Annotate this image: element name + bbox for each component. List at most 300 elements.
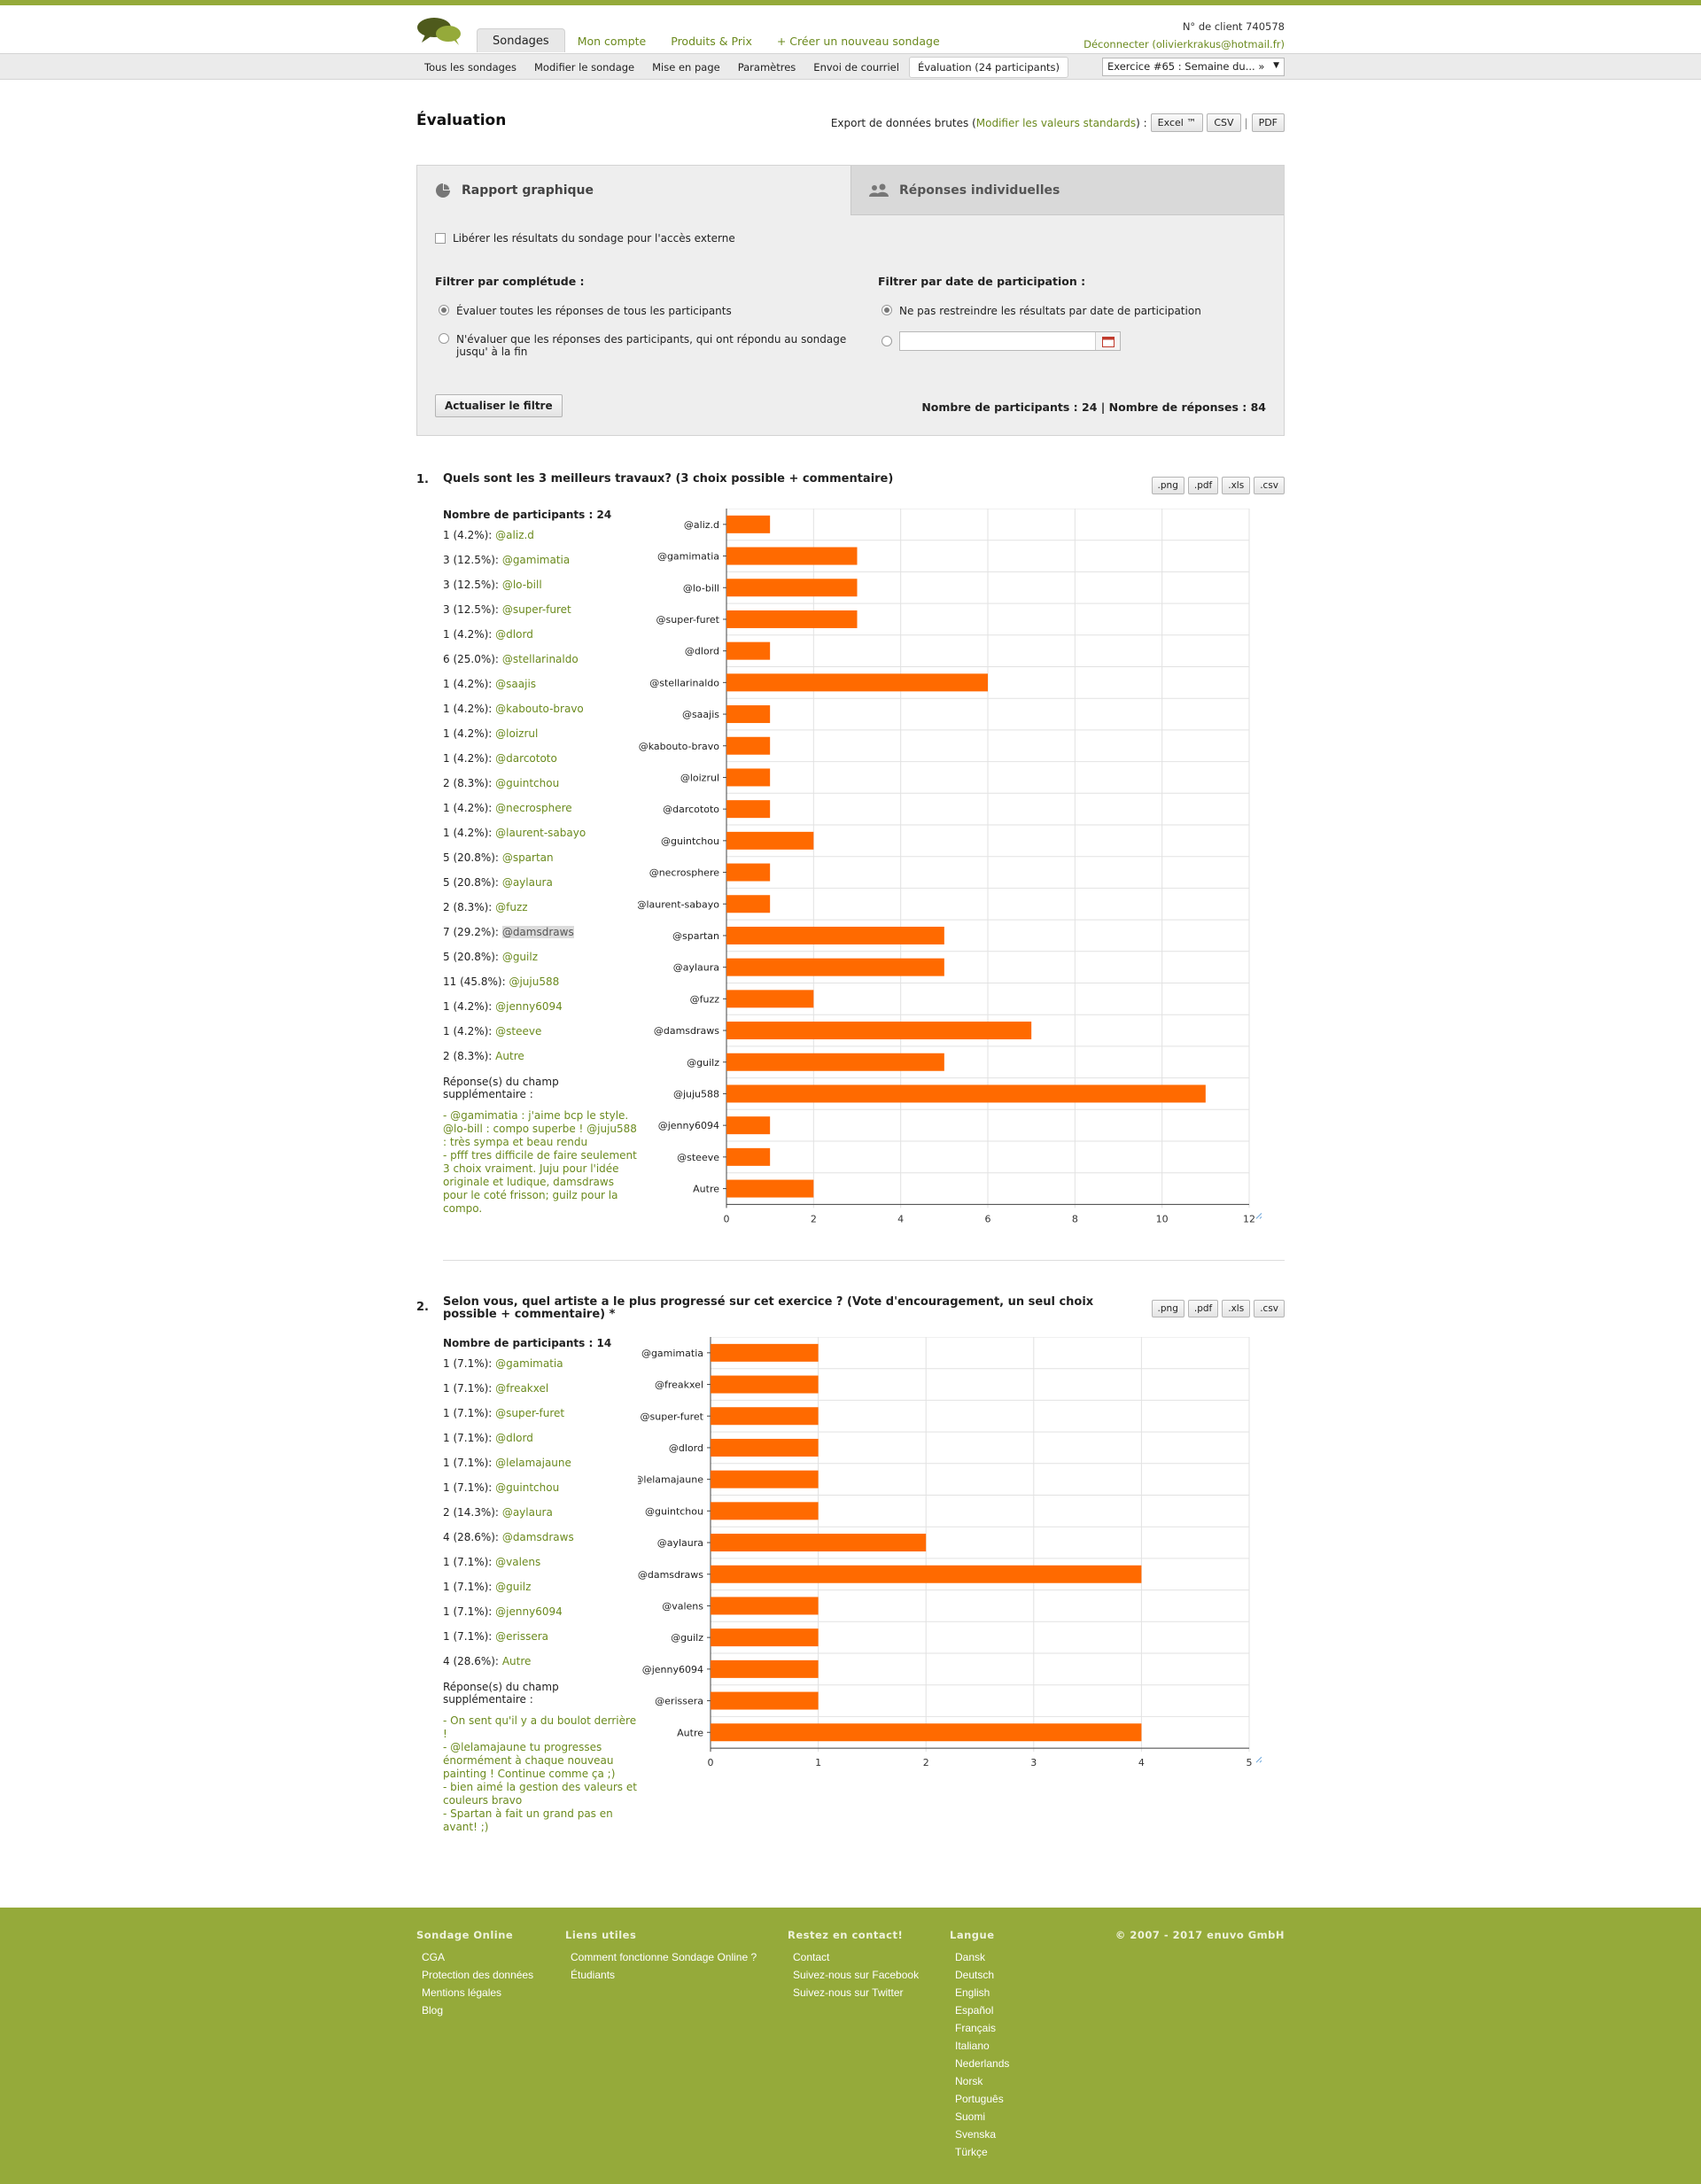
survey-select[interactable] xyxy=(1102,58,1285,76)
subnav-bar xyxy=(0,53,1701,80)
extra-response: - @lelamajaune tu progresses énormément à chaque nouveau painting ! Continue comme ça ;) xyxy=(443,1741,616,1780)
answer-count: 3 (12.5%): xyxy=(443,603,499,616)
footer-col-sondage xyxy=(416,1929,533,2019)
answer-count: 1 (4.2%): xyxy=(443,752,493,765)
answer-label[interactable]: @aylaura xyxy=(501,876,553,889)
bar[interactable] xyxy=(726,959,944,976)
chart-pdf-button[interactable]: .pdf xyxy=(1188,477,1218,494)
export-separator: | xyxy=(1244,116,1248,129)
answer-count: 1 (4.2%): xyxy=(443,1000,493,1013)
answer-row xyxy=(443,1049,638,1074)
date-range-radio[interactable] xyxy=(882,336,892,346)
answer-count: 4 (28.6%): xyxy=(443,1531,499,1543)
answer-row xyxy=(443,1629,638,1654)
x-tick-label: 12 xyxy=(1243,1213,1255,1225)
totals-summary: Nombre de participants : 24 | Nombre de réponses : 84 xyxy=(921,400,1266,414)
answer-label[interactable]: @damsdraws xyxy=(501,926,574,938)
x-tick-label: 0 xyxy=(707,1757,714,1769)
answer-row xyxy=(443,1605,638,1629)
answer-label[interactable]: Autre xyxy=(495,1050,524,1062)
category-label: @laurent-sabayo xyxy=(638,898,719,911)
answer-row xyxy=(443,925,638,950)
answer-label[interactable]: @damsdraws xyxy=(501,1531,574,1543)
answer-count: 1 (7.1%): xyxy=(443,1432,493,1444)
extra-response: - Spartan à fait un grand pas en avant! ;) xyxy=(443,1807,613,1833)
answer-row xyxy=(443,1654,638,1679)
answer-label[interactable]: @super-furet xyxy=(501,603,571,616)
answer-label[interactable]: @gamimatia xyxy=(495,1357,563,1370)
answer-row xyxy=(443,975,638,999)
chart-export-buttons xyxy=(1148,477,1285,494)
category-label: @valens xyxy=(662,1600,703,1613)
answer-count: 6 (25.0%): xyxy=(443,653,499,665)
category-label: @saajis xyxy=(681,709,719,721)
answer-label[interactable]: @guilz xyxy=(501,951,539,963)
release-results-row[interactable] xyxy=(435,232,735,245)
bar[interactable] xyxy=(726,990,813,1007)
bar[interactable] xyxy=(726,1053,944,1071)
question-text: Selon vous, quel artiste a le plus progressé sur cet exercice ? (Vote d'encouragement, un seul choix possible + commentaire) * xyxy=(443,1295,1094,1321)
bar[interactable] xyxy=(726,673,988,691)
answer-row xyxy=(443,801,638,826)
category-label: @freakxel xyxy=(654,1379,703,1391)
answer-label[interactable]: @loizrul xyxy=(495,727,539,740)
answer-count: 1 (4.2%): xyxy=(443,529,493,541)
answer-count: 1 (4.2%): xyxy=(443,827,493,839)
footer-link[interactable]: Contact xyxy=(793,1951,830,1963)
answer-row xyxy=(443,528,638,553)
release-results-checkbox[interactable] xyxy=(435,233,446,244)
nav-sondages[interactable]: Sondages xyxy=(477,28,565,52)
footer xyxy=(0,1908,1701,2184)
chart-export-buttons xyxy=(1148,1300,1285,1317)
question-number: 2. xyxy=(416,1301,429,1314)
bar[interactable] xyxy=(711,1407,819,1425)
footer-link[interactable]: Nederlands xyxy=(955,2057,1010,2070)
answer-count: 4 (28.6%): xyxy=(443,1655,499,1667)
report-tabs xyxy=(417,166,1284,215)
bar[interactable] xyxy=(726,579,858,596)
answer-row xyxy=(443,578,638,602)
page-title: Évaluation xyxy=(416,112,507,129)
date-none-radio[interactable] xyxy=(882,305,892,315)
apply-filter-button[interactable]: Actualiser le filtre xyxy=(435,394,563,417)
bar[interactable] xyxy=(726,737,770,755)
category-label: @darcototo xyxy=(663,804,719,816)
completeness-all-option[interactable] xyxy=(439,305,828,317)
footer-link[interactable]: Suivez-nous sur Twitter xyxy=(793,1986,904,1999)
answer-label[interactable]: @necrosphere xyxy=(495,802,572,814)
answer-count: 1 (4.2%): xyxy=(443,1025,493,1038)
answer-label[interactable]: @guintchou xyxy=(495,1481,560,1494)
category-label: @aylaura xyxy=(672,961,719,974)
date-none-option[interactable] xyxy=(882,305,1271,317)
answer-count: 1 (7.1%): xyxy=(443,1481,493,1494)
category-label: @steeve xyxy=(677,1151,719,1163)
answer-count: 3 (12.5%): xyxy=(443,579,499,591)
extra-response: - On sent qu'il y a du boulot derrière ! xyxy=(443,1714,637,1740)
answer-count: 1 (7.1%): xyxy=(443,1407,493,1419)
category-label: @stellarinaldo xyxy=(649,677,719,689)
footer-col-title: Restez en contact! xyxy=(788,1929,904,1941)
bar[interactable] xyxy=(726,800,770,818)
footer-link[interactable]: Italiano xyxy=(955,2040,990,2052)
footer-link[interactable]: Dansk xyxy=(955,1951,986,1963)
category-label: @gamimatia xyxy=(641,1347,703,1359)
export-excel-button[interactable]: Excel ™ xyxy=(1151,113,1204,132)
bar[interactable] xyxy=(726,864,770,882)
tab-graphic-report-label: Rapport graphique xyxy=(462,183,594,198)
category-label: @damsdraws xyxy=(653,1025,719,1038)
answer-row xyxy=(443,1481,638,1505)
bar[interactable] xyxy=(726,548,858,565)
resize-handle-icon[interactable] xyxy=(1256,1757,1262,1762)
answer-label[interactable]: @stellarinaldo xyxy=(501,653,579,665)
pie-chart-icon xyxy=(435,183,451,198)
answer-label[interactable]: @lelamajaune xyxy=(495,1457,571,1469)
footer-link[interactable]: Français xyxy=(955,2022,997,2034)
bar[interactable] xyxy=(726,642,770,660)
subnav-evaluation[interactable]: Évaluation (24 participants) xyxy=(909,57,1068,78)
category-label: @guilz xyxy=(671,1632,703,1644)
footer-link[interactable]: Comment fonctionne Sondage Online ? xyxy=(571,1951,757,1963)
category-label: @fuzz xyxy=(689,993,719,1006)
export-pdf-button[interactable]: PDF xyxy=(1252,113,1285,132)
answer-label[interactable]: @spartan xyxy=(501,851,554,864)
answer-list xyxy=(443,509,638,1216)
tab-individual-responses-label: Réponses individuelles xyxy=(899,183,1060,198)
answer-row xyxy=(443,652,638,677)
copyright: © 2007 - 2017 enuvo GmbH xyxy=(1115,1929,1285,1941)
date-filter-title: Filtrer par date de participation : xyxy=(878,275,1086,288)
answer-count: 2 (8.3%): xyxy=(443,1050,493,1062)
answer-count: 1 (4.2%): xyxy=(443,628,493,641)
bar[interactable] xyxy=(711,1344,819,1362)
category-label: @erissera xyxy=(655,1695,703,1707)
category-label: @loizrul xyxy=(680,772,719,784)
category-label: @aylaura xyxy=(656,1537,703,1550)
logo-icon[interactable] xyxy=(416,16,462,46)
footer-link[interactable]: Norsk xyxy=(955,2075,983,2087)
answer-count: 5 (20.8%): xyxy=(443,951,499,963)
answer-row xyxy=(443,1381,638,1406)
bar[interactable] xyxy=(726,1084,1206,1102)
bar[interactable] xyxy=(711,1723,1141,1741)
answer-row xyxy=(443,1580,638,1605)
answer-count: 1 (7.1%): xyxy=(443,1581,493,1593)
subnav-all-surveys[interactable]: Tous les sondages xyxy=(424,61,517,74)
category-label: @juju588 xyxy=(672,1088,719,1100)
bar[interactable] xyxy=(726,1148,770,1166)
chart-csv-button[interactable]: .csv xyxy=(1254,1300,1285,1317)
footer-link[interactable]: Svenska xyxy=(955,2128,997,2141)
question-1 xyxy=(416,473,1285,1253)
x-tick-label: 8 xyxy=(1071,1213,1078,1225)
release-results-label: Libérer les résultats du sondage pour l'accès externe xyxy=(453,232,735,245)
bar[interactable] xyxy=(711,1502,819,1519)
footer-col-title: Liens utiles xyxy=(565,1929,637,1941)
modify-defaults-link[interactable]: Modifier les valeurs standards xyxy=(975,116,1137,129)
answer-label[interactable]: @lo-bill xyxy=(501,579,542,591)
answer-row xyxy=(443,900,638,925)
x-tick-label: 2 xyxy=(922,1757,929,1769)
answer-count: 11 (45.8%): xyxy=(443,975,506,988)
bar[interactable] xyxy=(726,895,770,913)
footer-link[interactable]: Suomi xyxy=(955,2110,986,2123)
bar[interactable] xyxy=(711,1471,819,1488)
chart-xls-button[interactable]: .xls xyxy=(1222,477,1250,494)
question-text: Quels sont les 3 meilleurs travaux? (3 choix possible + commentaire) xyxy=(443,472,894,486)
answer-count: 1 (7.1%): xyxy=(443,1457,493,1469)
footer-link[interactable]: Deutsch xyxy=(955,1969,995,1981)
footer-link[interactable]: Español xyxy=(955,2004,994,2017)
answer-count: 1 (4.2%): xyxy=(443,678,493,690)
answer-count: 1 (7.1%): xyxy=(443,1382,493,1395)
answer-row xyxy=(443,553,638,578)
footer-col-useful-links xyxy=(565,1929,757,1984)
footer-link[interactable]: Blog xyxy=(422,2004,444,2017)
chart-xls-button[interactable]: .xls xyxy=(1222,1300,1250,1317)
bar[interactable] xyxy=(711,1376,819,1394)
x-tick-label: 4 xyxy=(1138,1757,1145,1769)
x-tick-label: 10 xyxy=(1155,1213,1169,1225)
nav-create-survey[interactable]: + Créer un nouveau sondage xyxy=(776,35,940,48)
footer-col-title: Langue xyxy=(950,1929,995,1941)
answer-count: 1 (7.1%): xyxy=(443,1357,493,1370)
footer-link[interactable]: English xyxy=(955,1986,990,1999)
answer-count: 5 (20.8%): xyxy=(443,876,499,889)
bar[interactable] xyxy=(711,1597,819,1614)
bar[interactable] xyxy=(726,705,770,723)
category-label: @aliz.d xyxy=(683,518,719,531)
answer-row xyxy=(443,851,638,875)
bar[interactable] xyxy=(726,768,770,786)
x-tick-label: 6 xyxy=(984,1213,991,1225)
category-label: @kabouto-bravo xyxy=(638,740,719,752)
nav-mon-compte[interactable]: Mon compte xyxy=(577,35,647,48)
footer-link[interactable]: CGA xyxy=(422,1951,446,1963)
answer-label[interactable]: @freakxel xyxy=(495,1382,549,1395)
answer-label[interactable]: @laurent-sabayo xyxy=(495,827,586,839)
answer-label[interactable]: @juju588 xyxy=(509,975,560,988)
answer-label[interactable]: @saajis xyxy=(495,678,537,690)
tab-individual-responses[interactable] xyxy=(850,166,1284,215)
main-nav xyxy=(477,28,952,52)
account-info xyxy=(1084,18,1285,53)
x-tick-label: 5 xyxy=(1246,1757,1253,1769)
answer-row xyxy=(443,1024,638,1049)
chart-csv-button[interactable]: .csv xyxy=(1254,477,1285,494)
answer-count: 1 (7.1%): xyxy=(443,1556,493,1568)
footer-col-language xyxy=(950,1929,1009,2161)
footer-link[interactable]: Suivez-nous sur Facebook xyxy=(793,1969,920,1981)
x-tick-label: 4 xyxy=(897,1213,905,1225)
footer-link[interactable]: Mentions légales xyxy=(422,1986,502,1999)
answer-row xyxy=(443,1505,638,1530)
answer-row xyxy=(443,751,638,776)
answer-label[interactable]: @fuzz xyxy=(495,901,528,913)
answer-count: 3 (12.5%): xyxy=(443,554,499,566)
date-range-option[interactable] xyxy=(882,331,1121,351)
bar[interactable] xyxy=(711,1566,1141,1583)
bar[interactable] xyxy=(726,832,813,850)
answer-label[interactable]: @guintchou xyxy=(495,777,560,789)
divider xyxy=(443,1260,1285,1261)
footer-link[interactable]: Protection des données xyxy=(422,1969,534,1981)
extra-field-title: Réponse(s) du champ supplémentaire : xyxy=(443,1681,559,1706)
answer-row xyxy=(443,727,638,751)
answer-row xyxy=(443,1530,638,1555)
answer-row xyxy=(443,776,638,801)
export-bar xyxy=(831,113,1285,132)
chevron-down-icon: ▼ xyxy=(1273,61,1279,70)
chart-png-button[interactable]: .png xyxy=(1152,1300,1184,1317)
bar[interactable] xyxy=(726,927,944,944)
extra-field-responses xyxy=(443,1109,638,1216)
bar[interactable] xyxy=(711,1439,819,1457)
answer-label[interactable]: @erissera xyxy=(495,1630,548,1643)
bar[interactable] xyxy=(726,1116,770,1134)
footer-link[interactable]: Étudiants xyxy=(571,1969,616,1981)
answer-label[interactable]: @aylaura xyxy=(501,1506,553,1519)
answer-row xyxy=(443,702,638,727)
subnav-layout[interactable]: Mise en page xyxy=(652,61,720,74)
category-label: @guintchou xyxy=(660,835,719,847)
category-label: Autre xyxy=(693,1183,719,1195)
x-tick-label: 0 xyxy=(723,1213,730,1225)
subnav-settings[interactable]: Paramètres xyxy=(737,61,796,74)
category-label: @lo-bill xyxy=(682,582,719,595)
resize-handle-icon[interactable] xyxy=(1256,1213,1262,1218)
footer-link[interactable]: Türkçe xyxy=(955,2146,988,2158)
answer-list xyxy=(443,1337,638,1834)
answer-label[interactable]: @super-furet xyxy=(495,1407,565,1419)
answer-label[interactable]: @jenny6094 xyxy=(495,1000,563,1013)
question-2 xyxy=(416,1296,1285,1916)
bar[interactable] xyxy=(726,610,858,628)
answer-row xyxy=(443,677,638,702)
answer-row xyxy=(443,1431,638,1456)
answer-count: 2 (14.3%): xyxy=(443,1506,499,1519)
subnav-edit-survey[interactable]: Modifier le sondage xyxy=(534,61,635,74)
bar[interactable] xyxy=(711,1660,819,1678)
subnav xyxy=(416,54,1285,81)
completeness-finished-option[interactable] xyxy=(439,333,864,358)
bar[interactable] xyxy=(726,1180,813,1198)
answer-row xyxy=(443,875,638,900)
calendar-icon[interactable] xyxy=(1095,332,1120,350)
chart-png-button[interactable]: .png xyxy=(1152,477,1184,494)
answer-count: 5 (20.8%): xyxy=(443,851,499,864)
x-tick-label: 1 xyxy=(815,1757,822,1769)
x-tick-label: 2 xyxy=(810,1213,817,1225)
export-csv-button[interactable]: CSV xyxy=(1207,113,1240,132)
extra-response: - bien aimé la gestion des valeurs et couleurs bravo xyxy=(443,1781,637,1807)
answer-label[interactable]: @valens xyxy=(495,1556,541,1568)
category-label: Autre xyxy=(677,1727,703,1739)
answer-label[interactable]: @guilz xyxy=(495,1581,532,1593)
chart-pdf-button[interactable]: .pdf xyxy=(1188,1300,1218,1317)
answer-row xyxy=(443,1456,638,1481)
extra-response: - pfff tres difficile de faire seulement 3 choix vraiment. Juju pour l'idée originale et ludique, damsdraws pour le coté frisson; guilz pour la compo. xyxy=(443,1149,637,1215)
answer-count: 1 (4.2%): xyxy=(443,703,493,715)
category-label: @super-furet xyxy=(640,1411,703,1423)
category-label: @spartan xyxy=(672,929,719,942)
bar[interactable] xyxy=(711,1692,819,1710)
answer-count: 1 (4.2%): xyxy=(443,727,493,740)
answer-row xyxy=(443,627,638,652)
answer-label[interactable]: @kabouto-bravo xyxy=(495,703,584,715)
answer-count: 7 (29.2%): xyxy=(443,926,499,938)
category-label: @dlord xyxy=(668,1442,703,1454)
bar[interactable] xyxy=(726,1022,1031,1039)
answer-count: 2 (8.3%): xyxy=(443,777,493,789)
users-icon xyxy=(869,183,889,198)
answer-count: 1 (7.1%): xyxy=(443,1605,493,1618)
x-tick-label: 3 xyxy=(1030,1757,1037,1769)
date-input[interactable] xyxy=(899,331,1121,351)
category-label: @lelamajaune xyxy=(638,1473,703,1486)
extra-field-title: Réponse(s) du champ supplémentaire : xyxy=(443,1076,559,1100)
bar[interactable] xyxy=(711,1628,819,1646)
client-id: N° de client 740578 xyxy=(1182,20,1285,33)
footer-col-title: Sondage Online xyxy=(416,1929,514,1941)
completeness-all-radio[interactable] xyxy=(439,305,449,315)
answer-label[interactable]: @aliz.d xyxy=(495,529,534,541)
bar-chart xyxy=(638,1337,1263,1800)
chart-svg xyxy=(638,509,1263,1235)
answer-label[interactable]: @dlord xyxy=(495,1432,533,1444)
category-label: @jenny6094 xyxy=(641,1663,703,1675)
answer-count: 1 (7.1%): xyxy=(443,1630,493,1643)
tab-graphic-report[interactable] xyxy=(417,166,850,215)
participants-count: Nombre de participants : 14 xyxy=(443,1337,612,1349)
bar[interactable] xyxy=(726,516,770,533)
date-none-label: Ne pas restreindre les résultats par date de participation xyxy=(899,305,1201,317)
answer-row xyxy=(443,1406,638,1431)
export-label-close: ) : xyxy=(1136,116,1147,129)
footer-link[interactable]: Português xyxy=(955,2093,1004,2105)
category-label: @damsdraws xyxy=(638,1568,703,1581)
answer-label[interactable]: @steeve xyxy=(495,1025,542,1038)
filter-panel xyxy=(416,165,1285,436)
category-label: @dlord xyxy=(684,645,719,657)
completeness-finished-label: N'évaluer que les réponses des participants, qui ont répondu au sondage jusqu' à la fin xyxy=(456,333,847,358)
answer-row xyxy=(443,602,638,627)
participants-count: Nombre de participants : 24 xyxy=(443,509,612,521)
subnav-email[interactable]: Envoi de courriel xyxy=(813,61,899,74)
category-label: @gamimatia xyxy=(656,550,719,563)
answer-label[interactable]: @gamimatia xyxy=(501,554,571,566)
bar[interactable] xyxy=(711,1534,926,1551)
bar-chart xyxy=(638,509,1263,1238)
answer-label[interactable]: @jenny6094 xyxy=(495,1605,563,1618)
completeness-finished-radio[interactable] xyxy=(439,333,449,344)
category-label: @necrosphere xyxy=(649,867,719,879)
answer-count: 1 (4.2%): xyxy=(443,802,493,814)
logout-link[interactable]: Déconnecter (olivierkrakus@hotmail.fr) xyxy=(1084,38,1285,51)
answer-label[interactable]: Autre xyxy=(501,1655,532,1667)
answer-row xyxy=(443,1356,638,1381)
answer-label[interactable]: @darcototo xyxy=(495,752,557,765)
completeness-filter-title: Filtrer par complétude : xyxy=(435,275,585,288)
chart-svg xyxy=(638,1337,1263,1798)
answer-row xyxy=(443,1555,638,1580)
question-number: 1. xyxy=(416,473,429,486)
footer-col-contact xyxy=(788,1929,919,2001)
answer-label[interactable]: @dlord xyxy=(495,628,533,641)
nav-produits-prix[interactable]: Produits & Prix xyxy=(671,35,752,48)
